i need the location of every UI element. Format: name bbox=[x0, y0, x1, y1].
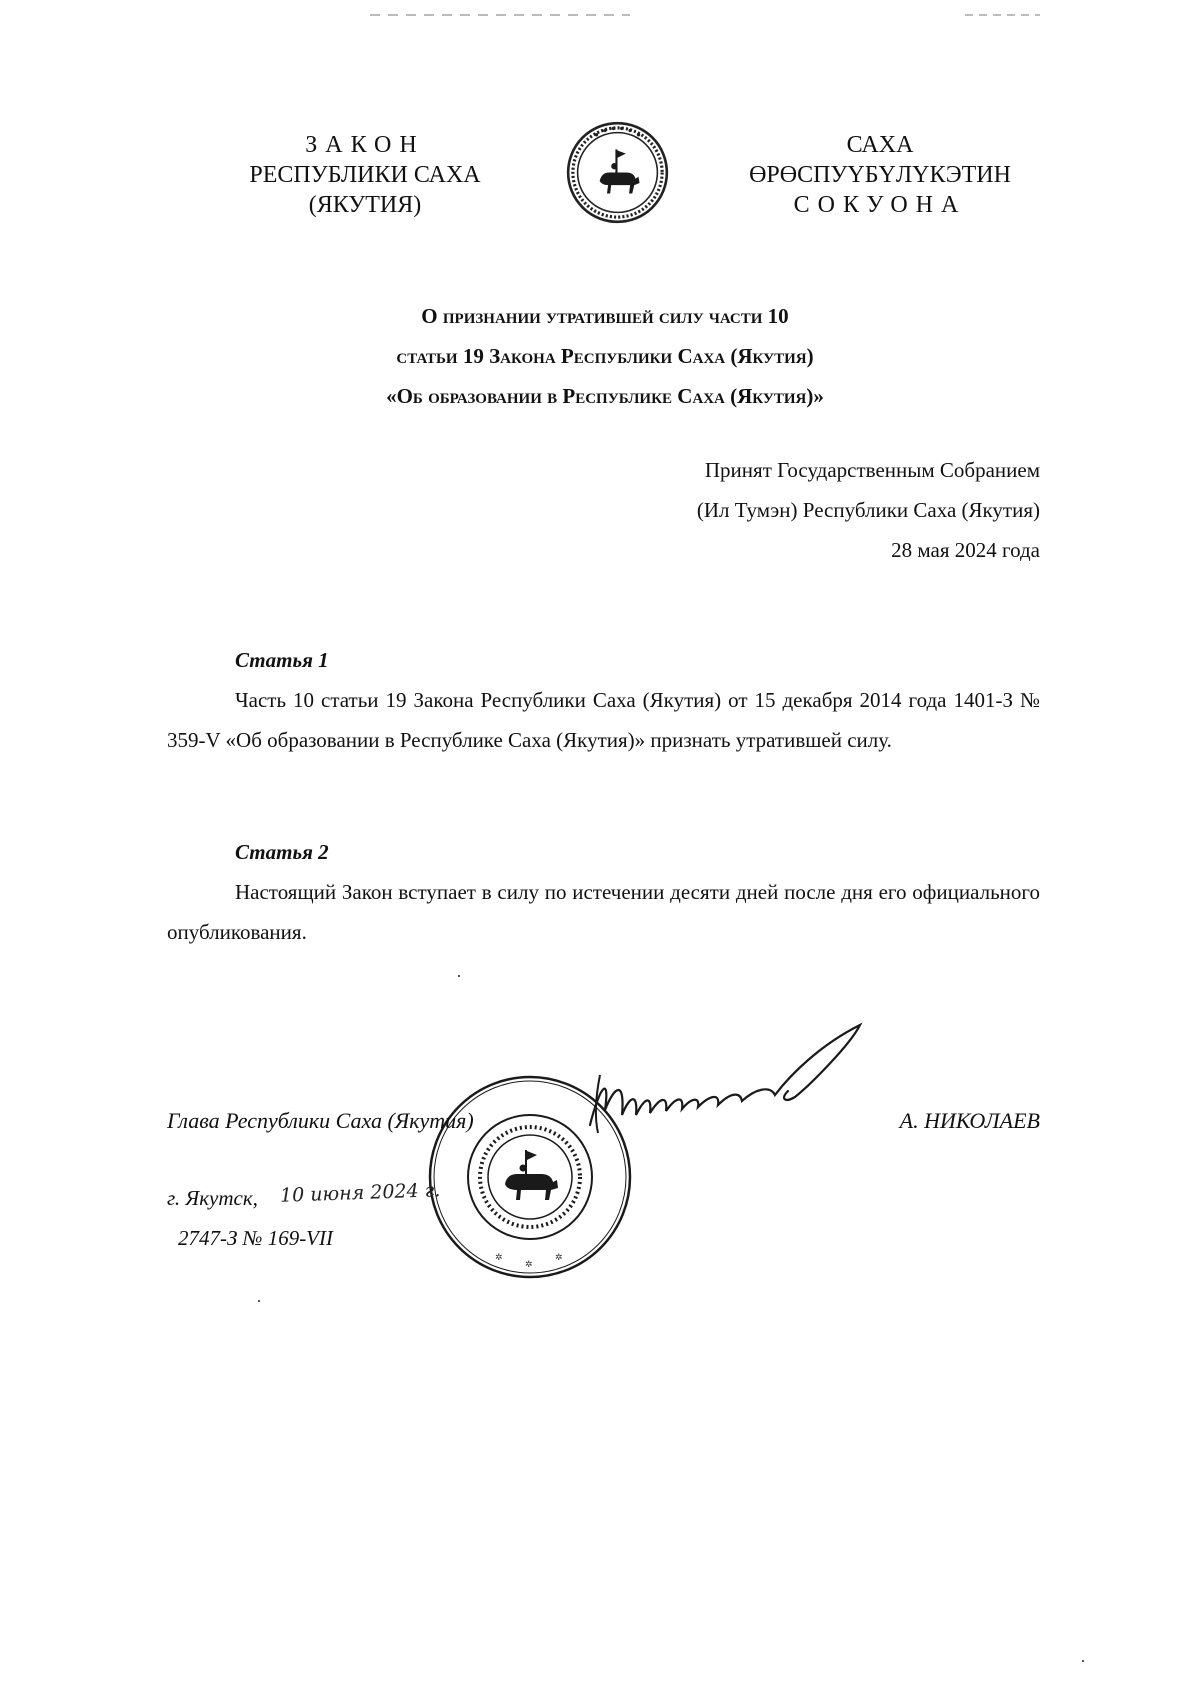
handwritten-date: 10 июня 2024 г. bbox=[279, 1179, 441, 1207]
svg-text:✲: ✲ bbox=[555, 1252, 563, 1262]
header-left-line2: РЕСПУБЛИКИ САХА (ЯКУТИЯ) bbox=[249, 162, 481, 218]
adoption-note bbox=[697, 450, 1040, 570]
svg-text:✲: ✲ bbox=[525, 1259, 533, 1269]
law-number: 2747-З № 169-VII bbox=[178, 1226, 333, 1250]
signing-city: г. Якутск, bbox=[167, 1186, 258, 1210]
law-title-line2: статьи 19 Закона Республики Саха (Якутия) bbox=[396, 344, 814, 368]
handwritten-signature-icon bbox=[570, 1015, 880, 1145]
coat-of-arms-icon bbox=[565, 120, 670, 225]
header-left-line1: ЗАКОН bbox=[305, 132, 425, 158]
signatory-name: А. НИКОЛАЕВ bbox=[899, 1108, 1040, 1133]
svg-text:✲: ✲ bbox=[495, 1252, 503, 1262]
article-2-heading: Статья 2 bbox=[235, 840, 329, 864]
scan-artifact bbox=[370, 14, 630, 16]
header-right bbox=[720, 130, 1040, 220]
header-right-line1: САХА ӨРӨСПУҮБҮЛҮКЭТИН bbox=[749, 132, 1011, 188]
scan-speck bbox=[458, 975, 460, 977]
article-1-text: Часть 10 статьи 19 Закона Республики Саха (Якутия) от 15 декабря 2014 года 1401-З № 359-V «Об образовании в Республике Саха (Якутия)» признать утратившей силу. bbox=[167, 688, 1040, 752]
article-2-text: Настоящий Закон вступает в силу по истечении десяти дней после дня его официального опубликования. bbox=[167, 880, 1040, 944]
article-1-heading: Статья 1 bbox=[235, 648, 329, 672]
signatory-position: Глава Республики Саха (Якутия) bbox=[167, 1108, 474, 1133]
law-title-line1: О признании утратившей силу части 10 bbox=[421, 304, 789, 328]
adoption-date: 28 мая 2024 года bbox=[891, 538, 1040, 562]
header-left bbox=[195, 130, 535, 220]
scan-artifact bbox=[965, 14, 1040, 16]
scan-speck bbox=[258, 1300, 260, 1302]
law-title bbox=[200, 296, 1010, 416]
adoption-line2: (Ил Тумэн) Республики Саха (Якутия) bbox=[696, 498, 1040, 522]
law-title-line3: «Об образовании в Республике Саха (Якутия)» bbox=[386, 384, 824, 408]
adoption-line1: Принят Государственным Собранием bbox=[704, 458, 1040, 482]
header-right-line2: СОКУОНА bbox=[793, 192, 967, 218]
scan-speck bbox=[1082, 1660, 1084, 1662]
